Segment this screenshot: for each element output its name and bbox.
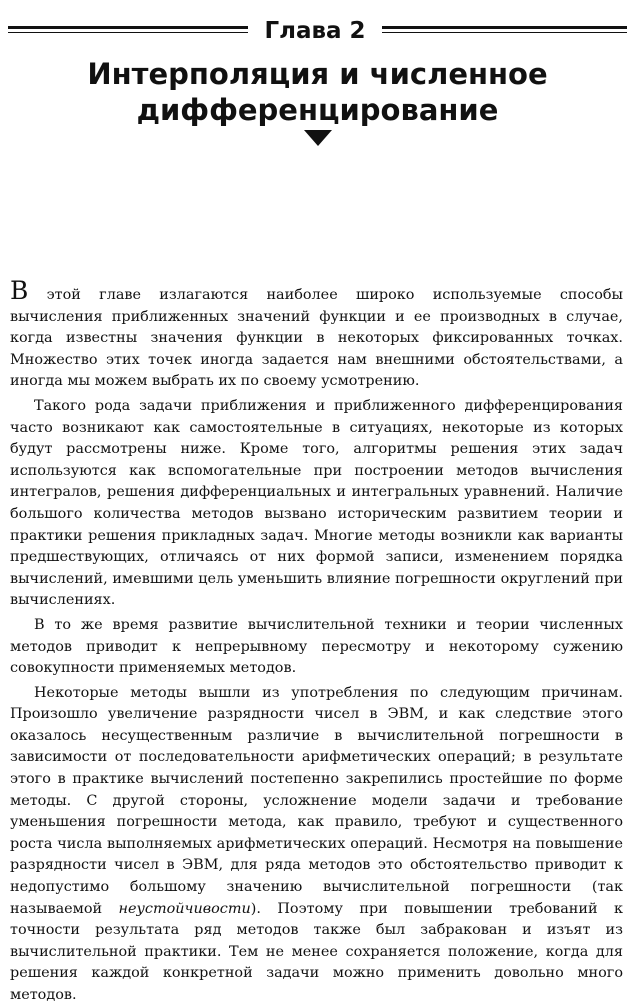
chapter-title-line-1: Интерполяция и численное: [87, 57, 548, 91]
paragraph-1: [10, 276, 623, 393]
chapter-header: [8, 16, 627, 46]
triangle-ornament-icon: [304, 130, 332, 146]
paragraph-1-text: этой главе излагаются наиболее широко используемые способы вычисления приближенных значений функции и ее производных в случае, когда известны значения функции в некоторых фиксированных точках. Множество этих точек иногда задается нам внешними обстоятельствами, а иногда мы можем выбрать их по своему усмотрению.: [10, 287, 623, 390]
chapter-label: Глава 2: [264, 18, 366, 44]
drop-cap: В: [10, 276, 29, 305]
italic-term: неустойчивости: [118, 900, 251, 917]
chapter-title-line-2: дифференцирование: [136, 93, 499, 127]
paragraph-2: Такого рода задачи приближения и приближенного дифференцирования часто возникают как самостоятельные в ситуациях, некоторые из которых будут рассмотрены ниже. Кроме того, алгоритмы решения этих задач используются как вспомогательные при построении методов вычисления интегралов, решения дифференциальных и интегральных уравнений. Наличие большого количества методов вызвано историческим развитием теории и практики решения прикладных задач. Многие методы возникли как варианты предшествующих, отличаясь от них формой записи, изменением порядка вычислений, имевшими цель уменьшить влияние погрешности округлений при вычислениях.: [10, 397, 623, 609]
paragraph-4-text-start: Некоторые методы вышли из употребления по следующим причинам. Произошло увеличение разрядности чисел в ЭВМ, и как следствие этого оказалось несущественным различие в вычислительной погрешности в зависимости от последовательности арифметических операций; в результате этого в практике вычислений постепенно закрепились простейшие по форме методы. С другой стороны, усложнение модели задачи и требование уменьшения погрешности метода, как правило, требуют и существенного роста числа выполняемых арифметических операций. Несмотря на повышение разрядности чисел в ЭВМ, для ряда методов это обстоятельство приводит к недопустимо большому значению вычислительной погрешности (так называемой: [10, 684, 623, 917]
chapter-body: [10, 276, 623, 1007]
chapter-title: [20, 56, 615, 128]
paragraph-4: [10, 683, 623, 1007]
paragraph-3: В то же время развитие вычислительной техники и теории численных методов приводит к непрерывному пересмотру и некоторому сужению совокупности применяемых методов.: [10, 616, 623, 677]
right-rule: [382, 26, 627, 33]
paragraph-4-text-end: ). Поэтому при повышении требований к точности результата ряд методов также был забракован и изъят из вычислительной практики. Тем не менее сохраняется положение, когда для решения каждой конкретной задачи можно применить довольно много методов.: [10, 900, 623, 1003]
left-rule: [8, 26, 248, 33]
